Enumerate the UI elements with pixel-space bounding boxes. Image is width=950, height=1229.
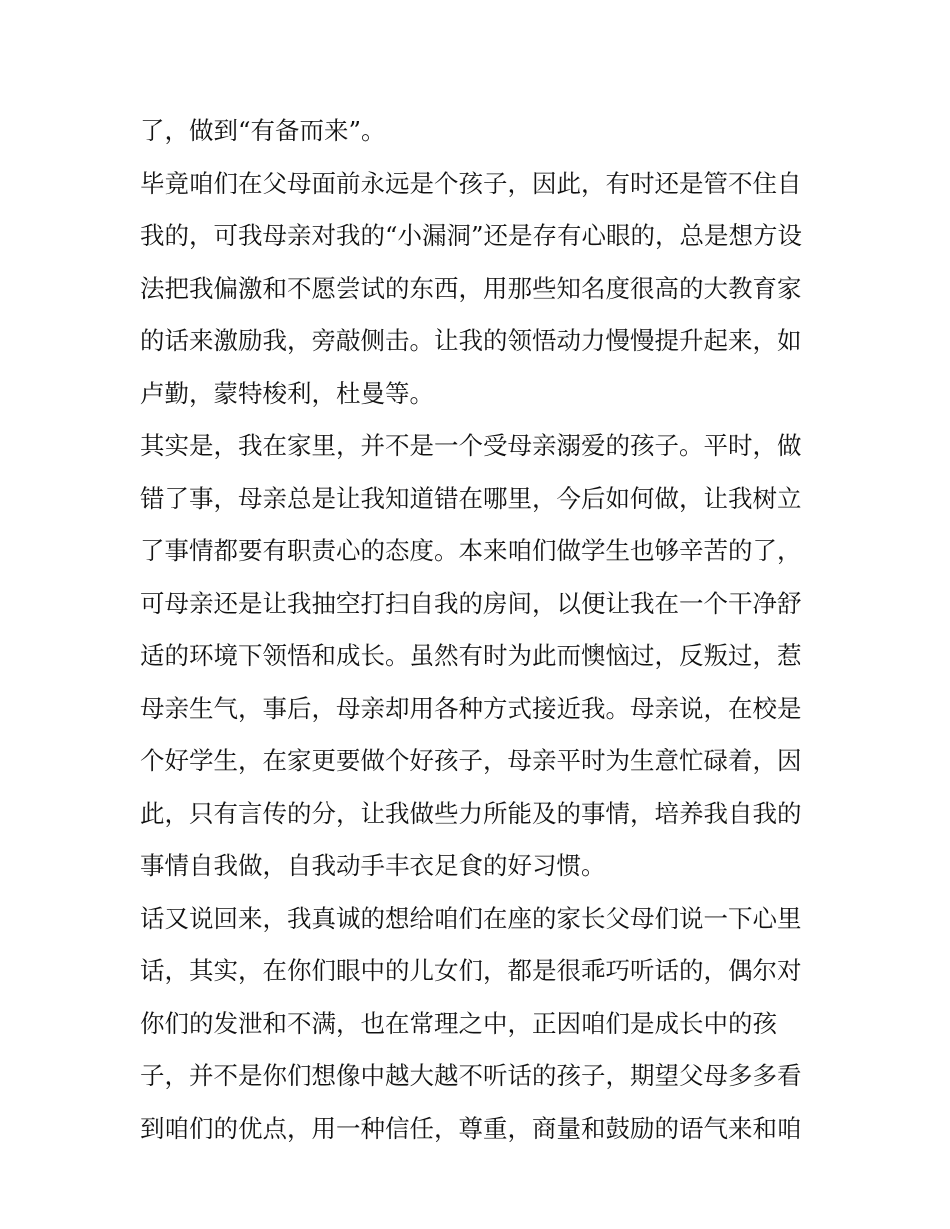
text-line: 母亲生气，事后，母亲却用各种方式接近我。母亲说，在校是	[140, 693, 802, 723]
text-line: 个好学生，在家更要做个好孩子，母亲平时为生意忙碌着，因	[140, 746, 802, 775]
text-line: 适的环境下领悟和成长。虽然有时为此而懊恼过，反叛过，惹	[140, 641, 802, 670]
text-line: 毕竟咱们在父母面前永远是个孩子，因此，有时还是管不住自	[140, 168, 802, 198]
text-line: 话又说回来，我真诚的想给咱们在座的家长父母们说一下心里	[140, 903, 802, 933]
text-line: 你们的发泄和不满，也在常理之中，正因咱们是成长中的孩	[140, 1008, 777, 1038]
text-line: 子，并不是你们想像中越大越不听话的孩子，期望父母多多看	[140, 1061, 802, 1090]
text-line: 法把我偏激和不愿尝试的东西，用那些知名度很高的大教育家	[140, 273, 802, 303]
text-line: 到咱们的优点，用一种信任，尊重，商量和鼓励的语气来和咱	[140, 1113, 802, 1143]
text-line: 卢勤，蒙特梭利，杜曼等。	[140, 378, 434, 408]
text-line: 话，其实，在你们眼中的儿女们，都是很乖巧听话的，偶尔对	[140, 956, 802, 985]
text-line: 的话来激励我，旁敲侧击。让我的领悟动力慢慢提升起来，如	[140, 326, 802, 355]
text-line: 事情自我做，自我动手丰衣足食的好习惯。	[140, 851, 606, 880]
text-line: 其实是，我在家里，并不是一个受母亲溺爱的孩子。平时，做	[140, 431, 802, 460]
text-line: 可母亲还是让我抽空打扫自我的房间，以便让我在一个干净舒	[140, 588, 802, 618]
text-line: 错了事，母亲总是让我知道错在哪里，今后如何做，让我树立	[140, 483, 802, 513]
text-line: 我的，可我母亲对我的“小漏洞”还是存有心眼的，总是想方设	[140, 221, 803, 250]
text-line: 此，只有言传的分，让我做些力所能及的事情，培养我自我的	[140, 798, 802, 828]
body-text	[140, 105, 820, 1155]
text-line: 了事情都要有职责心的态度。本来咱们做学生也够辛苦的了，	[140, 536, 802, 565]
text-line: 了，做到“有备而来”。	[140, 116, 386, 145]
